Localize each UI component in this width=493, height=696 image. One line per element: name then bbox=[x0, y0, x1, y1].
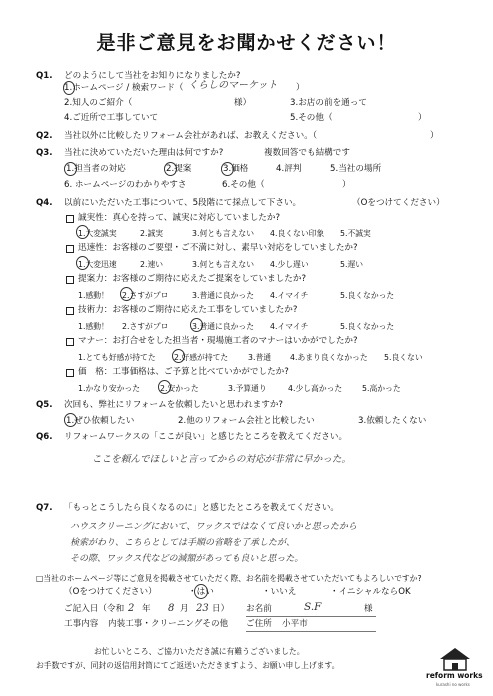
q5-option-3: 3.依頼したくない bbox=[358, 416, 427, 426]
q1-question: どのようにして当社をお知りになりましたか? bbox=[64, 71, 241, 81]
checkbox-price bbox=[66, 369, 74, 377]
speed-option-2: 2.速い bbox=[140, 260, 164, 269]
q3-option-5: 5.当社の場所 bbox=[330, 164, 382, 174]
q5-option-1: 1.ぜひ依頼したい bbox=[66, 416, 135, 426]
consent-option-no: ・いいえ bbox=[262, 587, 297, 597]
integrity-option-3: 3.何とも言えない bbox=[192, 229, 255, 238]
q7-number: Q7. bbox=[36, 503, 53, 513]
date-month: 8 bbox=[168, 603, 175, 614]
q4-item-manner: マナー：お打合せをした担当者・現場施工者のマナーはいかがでしたか? bbox=[78, 336, 358, 346]
speed-option-4: 4.少し遅い bbox=[270, 260, 309, 269]
q2-number: Q2. bbox=[36, 131, 53, 141]
skill-option-5: 5.良くなかった bbox=[340, 322, 395, 331]
consent-note: （Oをつけてください） bbox=[64, 587, 157, 597]
q7-answer-line-3: その際、ワックス代などの減額があっても良いと思った。 bbox=[70, 554, 304, 564]
q7-question: 「もっとこうしたら良くなるのに」と感じたところを教えてください。 bbox=[64, 503, 340, 513]
name-suffix: 様 bbox=[364, 604, 373, 614]
q4-note: （Oをつけてください） bbox=[352, 198, 445, 208]
q3-option-7-close: ） bbox=[342, 180, 351, 190]
price-option-5: 5.高かった bbox=[362, 384, 401, 393]
q2-close: ） bbox=[430, 131, 439, 141]
address-label: ご住所 bbox=[246, 619, 272, 629]
proposal-option-1: 1.感動！ bbox=[78, 291, 109, 300]
q7-answer-line-1: ハウスクリーニングにおいて、ワックスではなくて良いかと思ったから bbox=[70, 522, 357, 532]
checkbox-skill bbox=[66, 307, 74, 315]
proposal-option-3: 3.普通に良かった bbox=[192, 291, 255, 300]
proposal-option-5: 5.良くなかった bbox=[340, 291, 395, 300]
consent-option-initial: ・イニシャルならOK bbox=[330, 587, 411, 597]
name-label: お名前 bbox=[246, 604, 272, 614]
q4-question: 以前にいただいた工事について、5段階にて採点して下さい。 bbox=[64, 198, 302, 208]
q3-option-1: 1.担当者の対応 bbox=[66, 164, 126, 174]
date-year: 2 bbox=[128, 603, 135, 614]
q3-option-4: 4.評判 bbox=[276, 164, 302, 174]
price-option-2: 2.安かった bbox=[160, 384, 199, 393]
q1-option-5: 5.その他（ bbox=[290, 113, 333, 123]
q4-item-price: 価 格：工事価格は、ご予算と比べていかがでしたか? bbox=[78, 367, 289, 377]
q3-option-6: 6. ホームページのわかりやすさ bbox=[64, 180, 187, 190]
manner-option-3: 3.普通 bbox=[248, 353, 272, 362]
skill-option-2: 2.さすがプロ bbox=[122, 322, 169, 331]
speed-option-1: 1.大変迅速 bbox=[78, 260, 117, 269]
manner-option-5: 5.良くない bbox=[384, 353, 423, 362]
customer-name: S.F bbox=[304, 601, 322, 613]
thanks-line-2: お手数ですが、同封の返信用封筒にてご返送いただきますよう、お願い申し上げます。 bbox=[36, 661, 340, 670]
proposal-option-2: 2.さすがプロ bbox=[122, 291, 169, 300]
date-day-unit: 日） bbox=[212, 604, 230, 614]
q5-option-2: 2.他のリフォーム会社と比較したい bbox=[178, 416, 315, 426]
integrity-option-2: 2.誠実 bbox=[140, 229, 164, 238]
proposal-option-4: 4.イマイチ bbox=[270, 291, 309, 300]
q1-option-5-close: ） bbox=[418, 113, 427, 123]
q3-option-2: 2.提案 bbox=[166, 164, 192, 174]
skill-option-3: 3.普通に良かった bbox=[192, 322, 255, 331]
q6-answer: ここを頼んでほしいと言ってからの対応が非常に早かった。 bbox=[92, 454, 352, 465]
manner-option-2: 2.好感が持てた bbox=[174, 353, 229, 362]
address-value: 小平市 bbox=[282, 619, 308, 629]
date-year-unit: 年 bbox=[142, 604, 151, 614]
q2-question: 当社以外に比較したリフォーム会社があれば、お教えください。（ bbox=[64, 131, 318, 141]
checkbox-integrity bbox=[66, 215, 74, 223]
q4-item-speed: 迅速性：お客様のご要望・ご不満に対し、素早い対応をしていましたか? bbox=[78, 243, 358, 253]
work-content: 内装工事・クリーニングその他 bbox=[108, 619, 229, 629]
price-option-3: 3.予算通り bbox=[228, 384, 267, 393]
speed-option-3: 3.何とも言えない bbox=[192, 260, 255, 269]
q4-number: Q4. bbox=[36, 198, 53, 208]
manner-option-4: 4.あまり良くなかった bbox=[290, 353, 368, 362]
manner-option-1: 1.とても好感が持てた bbox=[78, 353, 156, 362]
address-underline bbox=[246, 631, 376, 632]
skill-option-1: 1.感動！ bbox=[78, 322, 109, 331]
logo-text: reform works bbox=[426, 671, 483, 680]
q1-number: Q1. bbox=[36, 71, 53, 81]
logo-subtext: kurashi no works bbox=[436, 682, 470, 687]
consent-question: □当社のホームページ等にご意見を掲載させていただく際、お名前を掲載させていただいてもよろしいですか? bbox=[36, 574, 422, 583]
name-underline bbox=[246, 616, 376, 617]
q1-option-1: 1.ホームページ / 検索ワード（ bbox=[64, 83, 184, 93]
work-label: 工事内容 bbox=[64, 619, 99, 629]
q1-option-2: 2.知人のご紹介（ bbox=[64, 98, 133, 108]
date-label: ご記入日（令和 bbox=[64, 604, 125, 614]
q6-question: リフォームワークスの「ここが良い」と感じたところを教えてください。 bbox=[64, 432, 348, 442]
price-option-1: 1.かなり安かった bbox=[78, 384, 141, 393]
checkbox-speed bbox=[66, 245, 74, 253]
integrity-option-4: 4.良くない印象 bbox=[270, 229, 325, 238]
reform-works-logo bbox=[422, 645, 488, 685]
speed-option-5: 5.遅い bbox=[340, 260, 364, 269]
date-day: 23 bbox=[196, 603, 209, 614]
q3-option-3: 3.価格 bbox=[223, 164, 249, 174]
q1-option-2-mid: 様） bbox=[234, 98, 252, 108]
q1-option-1-close: ） bbox=[296, 83, 305, 93]
checkbox-manner bbox=[66, 338, 74, 346]
q3-note: 複数回答でも結構です bbox=[264, 148, 350, 158]
q3-question: 当社に決めていただいた理由は何ですか? bbox=[64, 148, 224, 158]
skill-option-4: 4.イマイチ bbox=[270, 322, 309, 331]
q4-item-integrity: 誠実性：真心を持って、誠実に対応していましたか? bbox=[78, 213, 281, 223]
q3-option-7: 6.その他（ bbox=[222, 180, 265, 190]
q3-number: Q3. bbox=[36, 148, 53, 158]
checkbox-proposal bbox=[66, 276, 74, 284]
q1-option-3: 3.お店の前を通って bbox=[290, 98, 367, 108]
date-month-unit: 月 bbox=[180, 604, 189, 614]
price-option-4: 4.少し高かった bbox=[288, 384, 343, 393]
q5-question: 次回も、弊社にリフォームを依頼したいと思われますか? bbox=[64, 400, 283, 410]
q1-search-word-answer: くらしのマーケット bbox=[188, 80, 278, 91]
integrity-option-5: 5.不誠実 bbox=[340, 229, 371, 238]
q5-number: Q5. bbox=[36, 400, 53, 410]
q4-item-skill: 技術力：お客様のご期待に応えた工事をしていましたか? bbox=[78, 305, 298, 315]
consent-option-yes: ・はい bbox=[188, 587, 214, 597]
page-title: 是非ご意見をお聞かせください！ bbox=[96, 32, 397, 54]
integrity-option-1: 1.大変誠実 bbox=[78, 229, 117, 238]
q4-item-proposal: 提案力：お客様のご期待に応えたご提案をしていましたか? bbox=[78, 274, 306, 284]
q1-option-4: 4.ご近所で工事していて bbox=[64, 113, 159, 123]
thanks-line-1: お忙しいところ、ご協力いただき誠に有難うございました。 bbox=[94, 647, 305, 656]
q6-number: Q6. bbox=[36, 432, 53, 442]
q7-answer-line-2: 検索がわり、こちらとしては手順の省略を了承したが、 bbox=[70, 538, 296, 548]
